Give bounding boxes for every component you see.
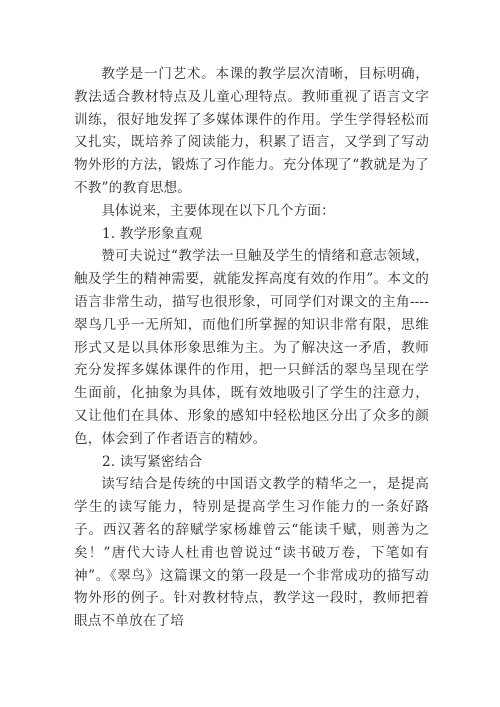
section-heading-1: 1. 教学形象直观 <box>102 225 203 242</box>
intro-paragraph: 教学是一门艺术。本课的教学层次清晰，目标明确，教法适合教材特点及儿童心理特点。教师重视了语言文字训练，很好地发挥了多媒体课件的作用。学生学得轻松而又扎实，既培养了阅读能力，积累了语言，又学到了写动物外形的方法，锻炼了习作能力。充分体现了“教就是为了不教”的教育思想。 <box>74 66 429 196</box>
summary-line: 具体说来，主要体现在以下几个方面： <box>101 202 335 219</box>
document-body <box>74 63 429 633</box>
section-heading-2: 2. 读写紧密结合 <box>102 453 203 470</box>
section-body-2: 读写结合是传统的中国语文教学的精华之一，是提高学生的读写能力，特别是提高学生习作能力的一条好路子。西汉著名的辞赋学家杨雄曾云“能读千赋，则善为之矣！”唐代大诗人杜甫也曾说过“读书破万卷，下笔如有神”。《翠鸟》这篇课文的第一段是一个非常成功的描写动物外形的例子。针对教材特点，教学这一段时，教师把着眼点不单放在了培 <box>74 476 429 630</box>
section-body-1: 赞可夫说过“教学法一旦触及学生的情绪和意志领域，触及学生的精神需要，就能发挥高度有效的作用”。本文的语言非常生动，描写也很形象，可同学们对课文的主角----翠鸟几乎一无所知，而他们所掌握的知识非常有限，思维形式又是以具体形象思维为主。为了解决这一矛盾，教师充分发挥多媒体课件的作用，把一只鲜活的翠鸟呈现在学生面前，化抽象为具体，既有效地吸引了学生的注意力，又让他们在具体、形象的感知中轻松地区分出了众多的颜色，体会到了作者语言的精妙。 <box>74 248 429 447</box>
